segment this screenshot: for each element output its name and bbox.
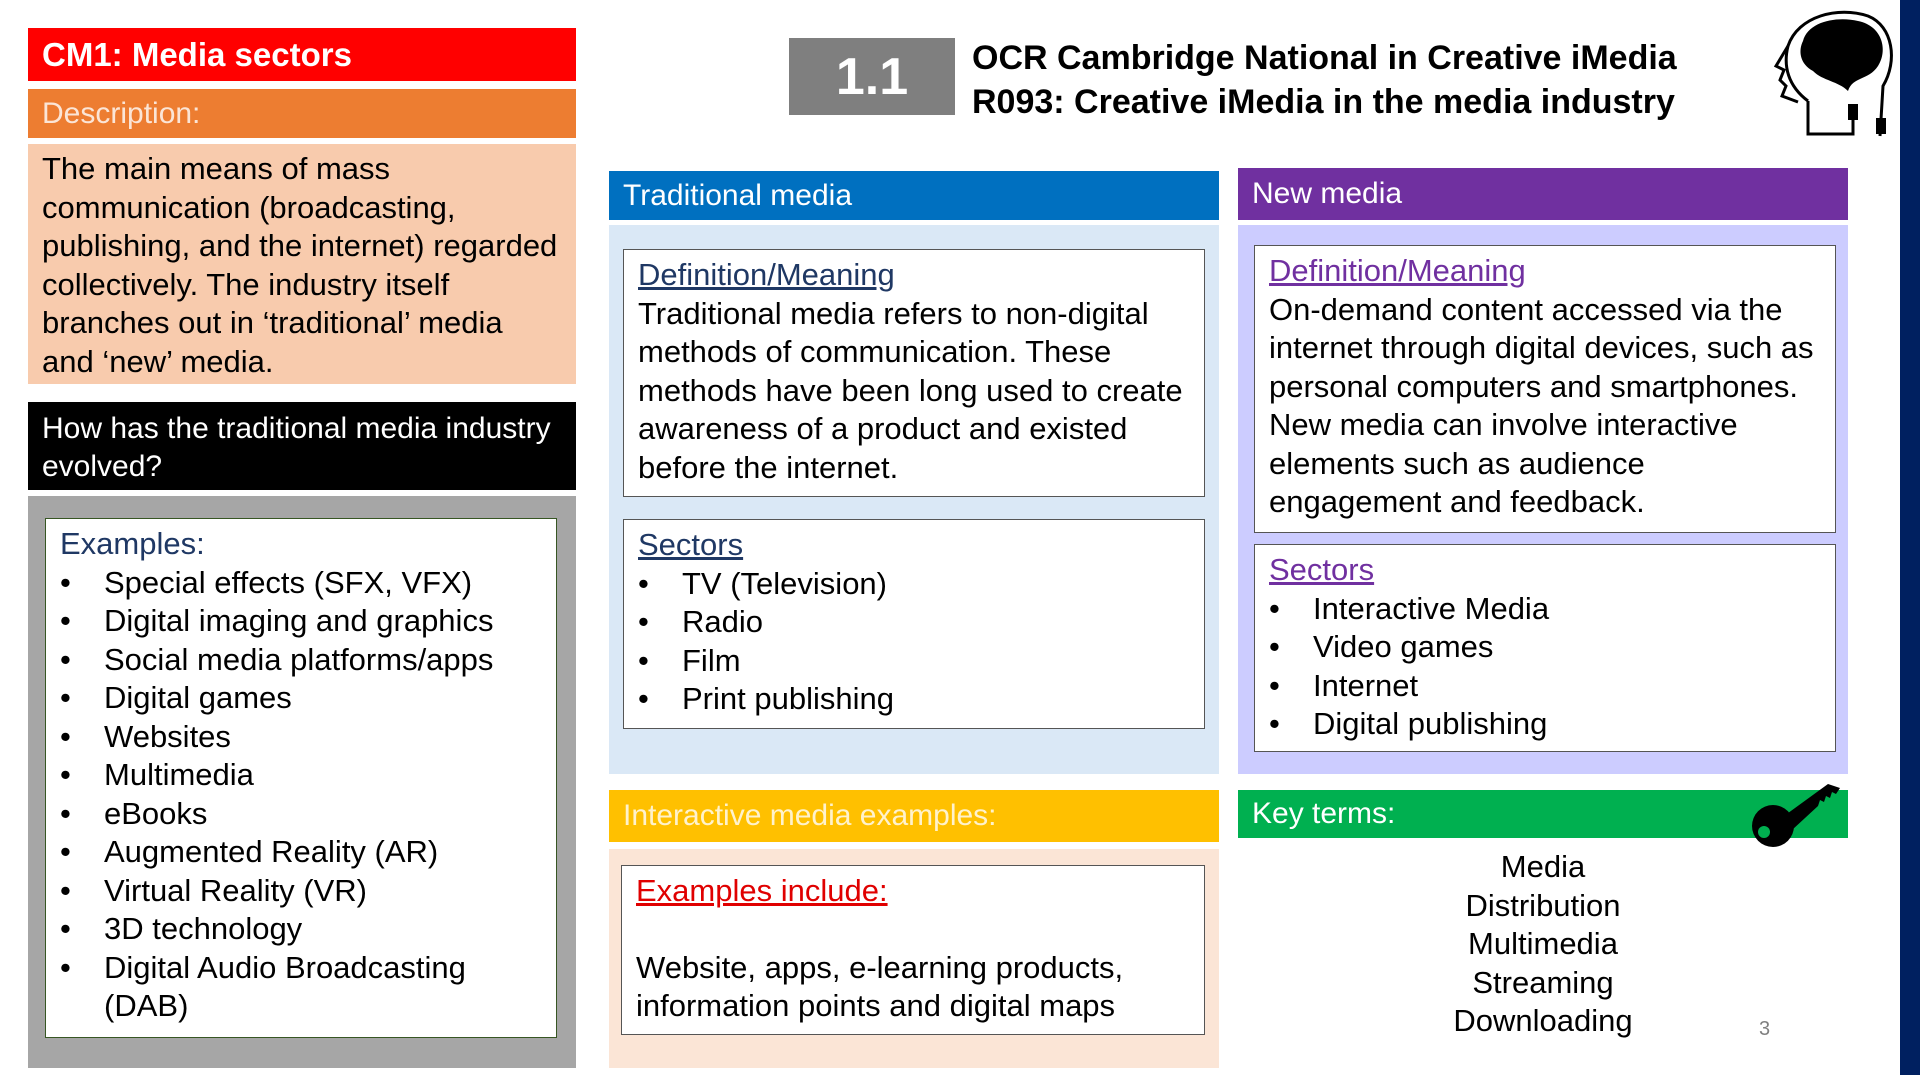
interactive-examples-text: Website, apps, e-learning products, information points and digital maps (636, 949, 1124, 1023)
list-item: • Internet (1269, 667, 1821, 706)
interactive-examples-box (621, 865, 1205, 1035)
page-title: CM1: Media sectors (28, 28, 576, 81)
list-item: • TV (Television) (638, 565, 1190, 604)
brain-head-logo-icon (1768, 6, 1898, 140)
interactive-examples-label: Examples include: (636, 873, 888, 908)
course-title-line2: R093: Creative iMedia in the media industry (972, 83, 1675, 121)
examples-box (45, 518, 557, 1038)
list-item: • Digital games (60, 679, 542, 718)
new-definition-text: On-demand content accessed via the internet through digital devices, such as personal computers and smartphones. New media can involve interactive elements such as audience engagement and feedback. (1269, 291, 1814, 519)
key-term: Downloading (1453, 1003, 1633, 1038)
course-title (972, 36, 1677, 124)
new-sectors-label: Sectors (1269, 552, 1375, 587)
list-item: • Virtual Reality (VR) (60, 872, 542, 911)
list-item: • Radio (638, 603, 1190, 642)
page-number: 3 (1759, 1018, 1771, 1040)
list-item: • Special effects (SFX, VFX) (60, 564, 542, 603)
description-label: Description: (28, 89, 576, 138)
traditional-definition-text: Traditional media refers to non-digital methods of communication. These methods have been long used to create awareness of a product and existed before the internet. (638, 295, 1183, 485)
key-term: Streaming (1472, 964, 1614, 1000)
traditional-definition-label: Definition/Meaning (638, 257, 895, 292)
new-media-header: New media (1238, 168, 1848, 220)
traditional-definition-box (623, 249, 1205, 497)
traditional-sectors-label: Sectors (638, 527, 744, 562)
course-title-line1: OCR Cambridge National in Creative iMedia (972, 39, 1677, 77)
list-item: • Multimedia (60, 756, 542, 795)
list-item: • Augmented Reality (AR) (60, 833, 542, 872)
list-item: • Digital Audio Broadcasting (DAB) (60, 949, 542, 1026)
list-item: • Websites (60, 718, 542, 757)
list-item: • Digital publishing (1269, 705, 1821, 744)
new-definition-box (1254, 245, 1836, 533)
traditional-sectors-box (623, 519, 1205, 729)
traditional-media-panel (609, 225, 1219, 774)
key-terms-header: Key terms: (1238, 790, 1848, 838)
examples-panel (28, 496, 576, 1068)
interactive-media-header: Interactive media examples: (609, 790, 1219, 842)
key-terms-list (1238, 848, 1848, 1041)
new-media-panel (1238, 225, 1848, 774)
list-item: • 3D technology (60, 910, 542, 949)
key-term: Distribution (1465, 887, 1621, 923)
list-item: • Interactive Media (1269, 590, 1821, 629)
list-item: • Video games (1269, 628, 1821, 667)
new-sectors-box (1254, 544, 1836, 752)
question-heading: How has the traditional media industry evolved? (28, 402, 576, 490)
list-item: • Film (638, 642, 1190, 681)
key-term: Multimedia (1468, 926, 1618, 961)
list-item: • Digital imaging and graphics (60, 602, 542, 641)
key-icon (1748, 780, 1843, 852)
examples-label: Examples: (60, 526, 205, 561)
interactive-media-panel (609, 849, 1219, 1068)
list-item: • eBooks (60, 795, 542, 834)
key-term: Media (1500, 849, 1586, 884)
list-item: • Social media platforms/apps (60, 641, 542, 680)
new-definition-label: Definition/Meaning (1269, 253, 1526, 288)
description-text: The main means of mass communication (broadcasting, publishing, and the internet) regarded collectively. The industry itself branches out in ‘traditional’ media and ‘new’ media. (28, 144, 576, 384)
traditional-media-header: Traditional media (609, 171, 1219, 220)
examples-list (60, 564, 542, 1026)
right-edge-bar (1900, 0, 1920, 1075)
list-item: • Print publishing (638, 680, 1190, 719)
section-number: 1.1 (789, 38, 955, 115)
